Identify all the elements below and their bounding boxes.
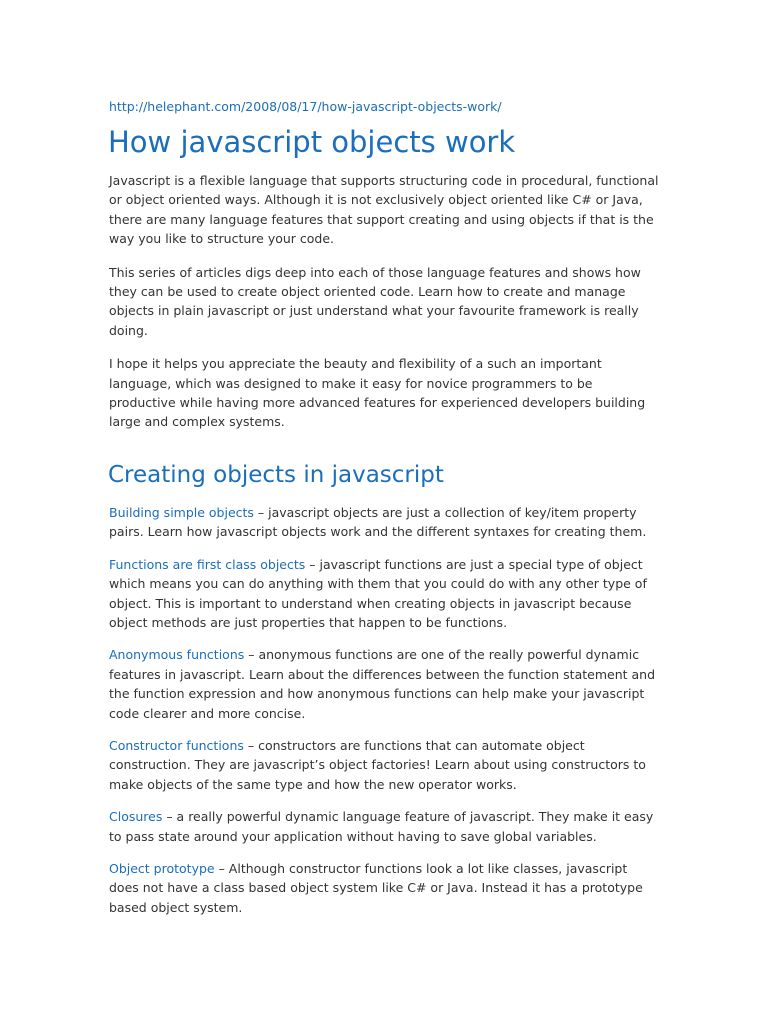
article-link-anonymous-functions[interactable]: Anonymous functions	[109, 647, 245, 663]
article-entry	[109, 503, 661, 542]
article-description: – Although constructor functions look a lot like classes, javascript does not have a class based object system like C# or Java. Instead it has a prototype based object system.	[109, 860, 643, 915]
source-url-link[interactable]: http://helephant.com/2008/08/17/how-javascript-objects-work/	[109, 99, 502, 114]
article-description: – javascript objects are just a collection of key/item property pairs. Learn how javascript objects work and the different syntaxes for creating them.	[109, 504, 647, 540]
article-link-object-prototype[interactable]: Object prototype	[109, 860, 215, 876]
article-description: – constructors are functions that can automate object construction. They are javascript’s object factories! Learn about using constructors to make objects of the same type and how the new operator works.	[109, 737, 646, 792]
article-link-functions-first-class[interactable]: Functions are first class objects	[109, 556, 306, 572]
article-entry	[109, 736, 661, 794]
document-page	[109, 97, 661, 930]
article-description: – anonymous functions are one of the really powerful dynamic features in javascript. Learn about the differences between the function statement and the function expression and how anonymous functions can help make your javascript code clearer and more concise.	[109, 647, 656, 721]
intro-paragraph: Javascript is a flexible language that supports structuring code in procedural, functional or object oriented ways. Although it is not exclusively object oriented like C# or Java, there are many language features that support creating and using objects if that is the way you like to structure your code.	[109, 173, 659, 247]
intro-paragraph: This series of articles digs deep into each of those language features and shows how they can be used to create object oriented code. Learn how to create and manage objects in plain javascript or just understand what your favourite framework is really doing.	[109, 264, 641, 338]
article-link-building-simple-objects[interactable]: Building simple objects	[109, 504, 254, 520]
page-title: How javascript objects work	[108, 125, 516, 159]
article-link-closures[interactable]: Closures	[109, 809, 163, 825]
intro-paragraph: I hope it helps you appreciate the beauty and flexibility of a such an important language, which was designed to make it easy for novice programmers to be productive while having more advanced features for experienced developers building large and complex systems.	[109, 356, 646, 430]
article-entry	[109, 807, 661, 846]
article-description: – a really powerful dynamic language feature of javascript. They make it easy to pass state around your application without having to save global variables.	[109, 809, 654, 844]
article-entry	[109, 859, 661, 917]
article-link-constructor-functions[interactable]: Constructor functions	[109, 737, 244, 753]
article-entry	[109, 555, 661, 633]
article-description: – javascript functions are just a special type of object which means you can do anything with them that you could do with any other type of object. This is important to understand when creating objects in javascript because object methods are just properties that happen to be functions.	[109, 556, 647, 630]
article-entry	[109, 645, 661, 723]
section-heading: Creating objects in javascript	[108, 461, 444, 488]
